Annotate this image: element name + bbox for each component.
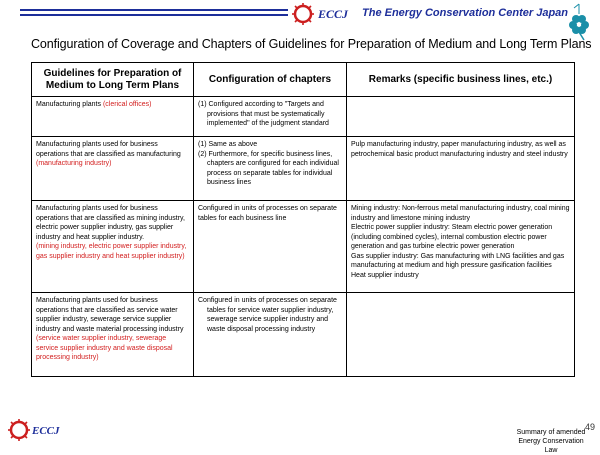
organization-name: The Energy Conservation Center Japan [362,7,568,19]
chapter-item: Configured in units of processes on separate tables for each business line [198,205,337,222]
table-header-row [32,63,575,97]
table-row [32,137,575,201]
guideline-text: Manufacturing plants used for business operations that are classified as mining industry, electric power supplier industry, gas supplier industry and heat supplier industry. [36,205,185,241]
guideline-category: (manufacturing industry) [36,160,112,167]
guideline-text: Manufacturing plants [36,101,103,108]
table-row [32,97,575,137]
chapters-cell [194,293,347,377]
chapters-cell [194,201,347,293]
guideline-category: (mining industry, electric power supplier industry, gas supplier industry and heat supplier industry) [36,243,187,260]
header-rule-bottom [20,14,288,16]
guideline-category: (clerical offices) [102,101,152,108]
guideline-cell [32,137,194,201]
guideline-text: Manufacturing plants used for business operations that are classified as manufacturing [36,141,181,158]
eccj-logo-icon [290,3,316,25]
table-row [32,293,575,377]
chapter-item: Configured in units of processes on separate tables for service water supplier industry, sewerage service supplier industry and waste disposal processing industry [198,297,337,333]
page-title: Configuration of Coverage and Chapters of Guidelines for Preparation of Medium and Long Term Plans [31,37,592,51]
chapter-item: (2) Furthermore, for specific business lines, chapters are configured for each individual process on separate tables for individual business lines [198,150,339,186]
footer-logo-text: ECCJ [32,425,60,437]
column-header-remarks: Remarks (specific business lines, etc.) [347,63,575,97]
page-number: 49 [585,422,596,432]
guideline-cell [32,97,194,137]
header-logo-text: ECCJ [318,7,349,21]
header-rule-top [20,9,288,11]
remarks-cell [347,97,575,137]
chapter-item: (1) Same as above [198,141,258,148]
guidelines-table [31,62,575,377]
guideline-cell [32,293,194,377]
clover-icon [562,2,596,42]
column-header-chapters: Configuration of chapters [194,63,347,97]
guideline-cell [32,201,194,293]
guideline-category: (service water supplier industry, sewerage service supplier industry and waste disposal processing industry) [36,335,173,361]
chapters-cell [194,97,347,137]
chapters-cell [194,137,347,201]
table-row [32,201,575,293]
chapter-item: (1) Configured according to "Targets and provisions that must be systematically implemented" of the judgment standard [198,101,329,127]
remarks-cell [347,293,575,377]
footer-caption: Summary of amended Energy Conservation Law [516,429,586,454]
remarks-cell: Pulp manufacturing industry, paper manufacturing industry, as well as petrochemical basic product manufacturing industry and steel industry [347,137,575,201]
guideline-text: Manufacturing plants used for business operations that are classified as service water supplier industry, sewerage service supplier industry and waste material processing industry [36,297,184,333]
footer-eccj-logo-icon [6,418,32,442]
remarks-cell: Mining industry: Non-ferrous metal manufacturing industry, coal mining industry and limestone mining industry Electric power supplier industry: Steam electric power generation (including combined cycles), internal combustion electric power generation and gas turbine electric power generation Gas supplier industry: Gas manufacturing with LNG facilities and gas manufacturing at medium and high pressure gasification facilities Heat supplier industry [347,201,575,293]
column-header-guidelines: Guidelines for Preparation of Medium to Long Term Plans [32,63,194,97]
